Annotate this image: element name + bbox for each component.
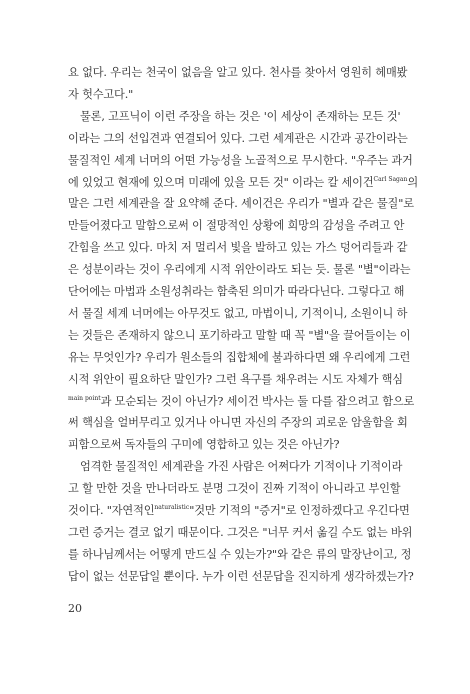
gloss-superscript: Carl Sagan — [373, 175, 408, 183]
text-line: 물질적인 세계 너머의 어떤 가능성을 노골적으로 무시한다. "우주는 과거 — [68, 153, 413, 167]
text-line: 시적 위안이 필요하단 말인가? 그런 욕구를 채우려는 시도 자체가 핵심 — [68, 372, 403, 386]
text-line: 에 있었고 현재에 있으며 미래에 있을 모든 것" 이라는 칼 세이건$^{Carl Sagan}$의 — [68, 175, 419, 189]
gloss-superscript: main point — [68, 394, 101, 402]
text-line: 피함으로써 독자들의 구미에 영합하고 있는 것은 아닌가? — [68, 438, 340, 452]
text-line: 써 핵심을 얼버무리고 있거나 아니면 자신의 주장의 괴로운 암울함을 회 — [68, 416, 408, 430]
text-line: 물론, 고프닉이 이런 주장을 하는 것은 '이 세상이 존재하는 모든 것' — [80, 109, 401, 123]
text-line: 것이다. "자연적인$^{naturalistic}$"것만 기적의 "증거"로 인정하겠다고 우긴다면 — [68, 504, 410, 517]
text-line: 고 할 만한 것을 만나더라도 분명 그것이 진짜 기적이 아니라고 부인할 — [68, 482, 401, 496]
text-line: 그런 증거는 결코 없기 때문이다. 그것은 "너무 커서 옮길 수도 없는 바위 — [68, 525, 413, 539]
text-line: 단어에는 마법과 소원성취라는 함축된 의미가 따라다닌다. 그렇다고 해 — [68, 285, 405, 298]
text-line: 유는 무엇인가? 우리가 원소들의 집합체에 불과하다면 왜 우리에게 그런 — [68, 350, 411, 364]
text-line: 엄격한 물질적인 세계관을 가진 사람은 어쩌다가 기적이나 기적이라 — [80, 460, 403, 474]
page-number: 20 — [68, 602, 82, 615]
text-line: 요 없다. 우리는 천국이 없음을 알고 있다. 천사를 찾아서 영원히 헤매봤 — [68, 66, 408, 79]
text-line: 를 하나님께서는 어떻게 만드실 수 있는가?"와 같은 류의 말장난이고, 정 — [68, 547, 412, 561]
text-line: 은 성분이라는 것이 우리에게 시적 위안이라도 되는 듯. 물론 "별"이라는 — [68, 263, 411, 277]
text-line: 말은 그런 세계관을 잘 요약해 준다. 세이건은 우리가 "별과 같은 물질"로 — [68, 197, 414, 211]
gloss-superscript: naturalistic — [154, 504, 190, 511]
text-line: 서 물질 세계 너머에는 아무것도 없고, 마법이니, 기적이니, 소원이니 하 — [68, 306, 408, 320]
text-line: $^{main point}$과 모순되는 것이 아닌가? 세이건 박사는 둘 다를 잡으려고 함으로 — [68, 394, 415, 408]
text-line: 이라는 그의 선입견과 연결되어 있다. 그런 세계관은 시간과 공간이라는 — [68, 131, 408, 145]
text-line: 는 것들은 존재하지 않으니 포기하라고 말할 때 꼭 "별"을 끌어들이는 이 — [68, 328, 411, 342]
text-line: 자 헛수고다." — [68, 87, 134, 101]
text-line: 답이 없는 선문답일 뿐이다. 누가 이런 선문답을 진지하게 생각하겠는가? — [68, 569, 414, 583]
text-line: 만들어졌다고 말함으로써 이 절망적인 상황에 희망의 감성을 주려고 안 — [68, 219, 405, 233]
text-line: 간힘을 쓰고 있다. 마치 저 멀리서 빛을 발하고 있는 가스 덩어리들과 같 — [68, 241, 408, 255]
